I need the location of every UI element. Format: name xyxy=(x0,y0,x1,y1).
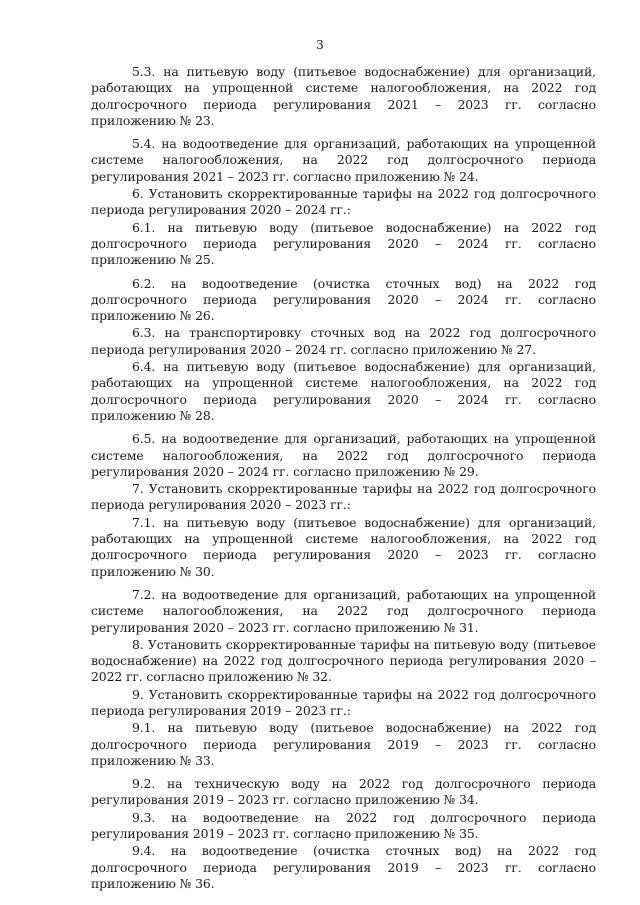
paragraph-6-1: 6.1. на питьевую воду (питьевое водоснабжение) на 2022 год долгосрочного периода регулирования 2020 – 2024 гг. согласно приложению № 25. xyxy=(91,219,596,268)
paragraph-8: 8. Установить скорректированные тарифы на питьевую воду (питьевое водоснабжение) на 2022 год долгосрочного периода регулирования 2020 – 2022 гг. согласно приложению № 32. xyxy=(91,636,596,685)
paragraph-9-4: 9.4. на водоотведение (очистка сточных вод) на 2022 год долгосрочного периода регулирования 2019 – 2023 гг. согласно приложению № 36. xyxy=(91,843,596,891)
document-body xyxy=(91,64,596,892)
paragraph-6-5: 6.5. на водоотведение для организаций, работающих на упрощенной системе налогообложения, на 2022 год долгосрочного периода регулирования 2020 – 2024 гг. согласно приложению № 29. xyxy=(91,431,596,479)
paragraph-7-1: 7.1. на питьевую воду (питьевое водоснабжение) для организаций, работающих на упрощенной системе налогообложения, на 2022 год долгосрочного периода регулирования 2020 – 2023 гг. согласно приложению № 30. xyxy=(91,514,596,579)
paragraph-7-2: 7.2. на водоотведение для организаций, работающих на упрощенной системе налогообложения, на 2022 год долгосрочного периода регулирования 2020 – 2023 гг. согласно приложению № 31. xyxy=(91,586,596,635)
paragraph-9: 9. Установить скорректированные тарифы на 2022 год долгосрочного периода регулирования 2019 – 2023 гг.: xyxy=(91,686,596,718)
paragraph-9-3: 9.3. на водоотведение на 2022 год долгосрочного периода регулирования 2019 – 2023 гг. согласно приложению № 35. xyxy=(91,809,596,842)
paragraph-5-4: 5.4. на водоотведение для организаций, работающих на упрощенной системе налогообложения, на 2022 год долгосрочного периода регулирования 2021 – 2023 гг. согласно приложению № 24. xyxy=(91,136,596,184)
paragraph-6-2: 6.2. на водоотведение (очистка сточных вод) на 2022 год долгосрочного периода регулирования 2020 – 2024 гг. согласно приложению № 26. xyxy=(91,275,596,324)
paragraph-6: 6. Установить скорректированные тарифы на 2022 год долгосрочного периода регулирования 2020 – 2024 гг.: xyxy=(91,186,596,218)
paragraph-6-4: 6.4. на питьевую воду (питьевое водоснабжение) для организаций, работающих на упрощенной системе налогообложения, на 2022 год долгосрочного периода регулирования 2020 – 2024 гг. согласно приложению № 28. xyxy=(91,359,596,423)
paragraph-9-2: 9.2. на техническую воду на 2022 год долгосрочного периода регулирования 2019 – 2023 гг. согласно приложению № 34. xyxy=(91,776,596,808)
paragraph-6-3: 6.3. на транспортировку сточных вод на 2022 год долгосрочного периода регулирования 2020 – 2024 гг. согласно приложению № 27. xyxy=(91,325,596,357)
paragraph-5-3: 5.3. на питьевую воду (питьевое водоснабжение) для организаций, работающих на упрощенной системе налогообложения, на 2022 год долгосрочного периода регулирования 2021 – 2023 гг. согласно приложению № 23. xyxy=(91,64,596,128)
paragraph-7: 7. Установить скорректированные тарифы на 2022 год долгосрочного периода регулирования 2020 – 2023 гг.: xyxy=(91,481,596,513)
page-number: 3 xyxy=(316,38,324,52)
paragraph-9-1: 9.1. на питьевую воду (питьевое водоснабжение) на 2022 год долгосрочного периода регулирования 2019 – 2023 гг. согласно приложению № 33. xyxy=(91,720,596,768)
